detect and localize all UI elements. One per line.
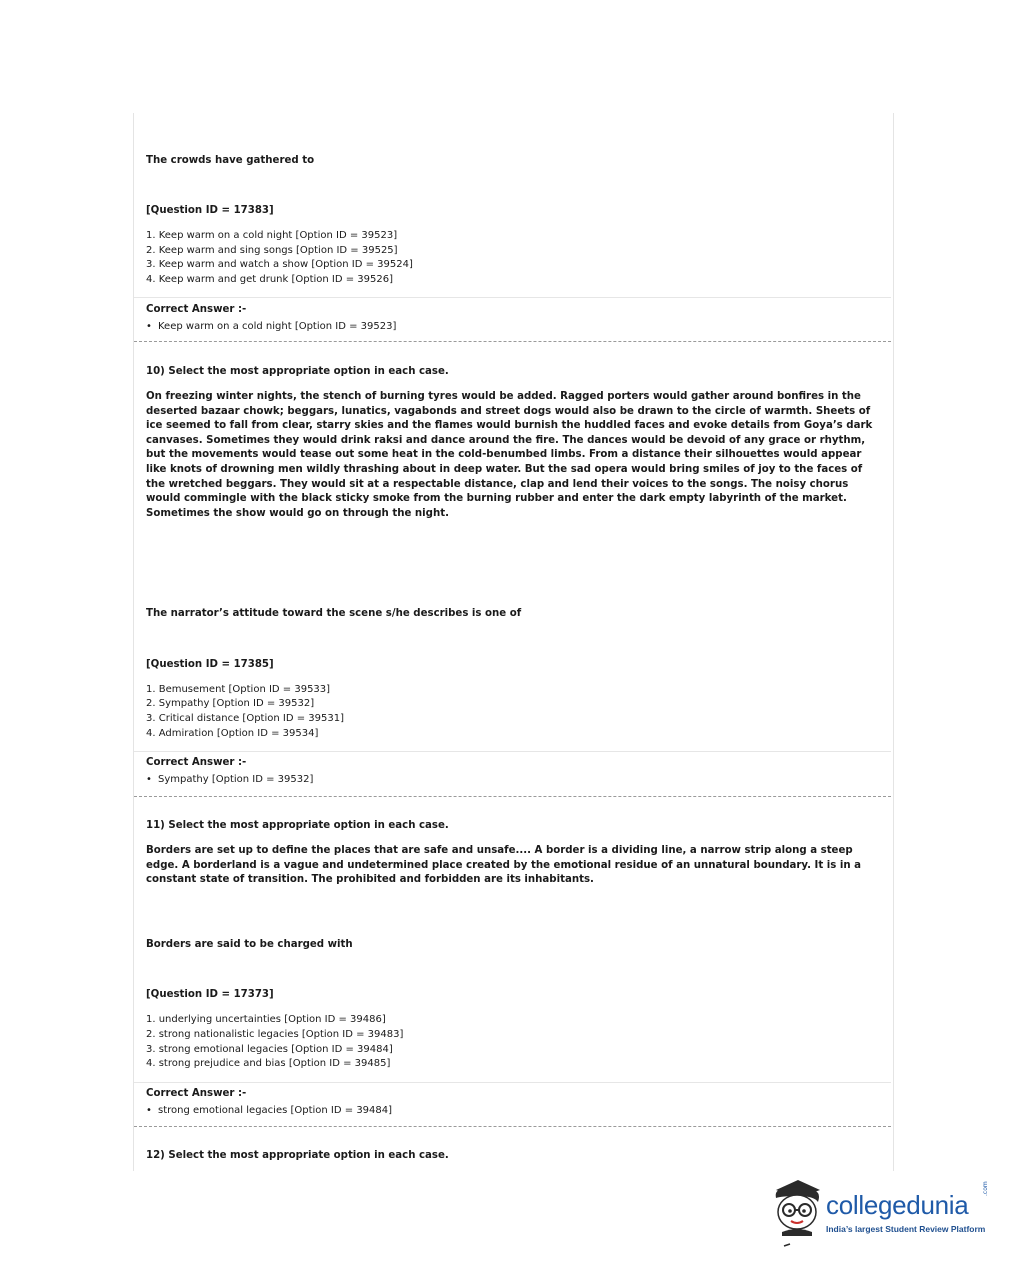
q11-answer-label: Correct Answer :- xyxy=(146,1088,247,1099)
q10-answer-text: Sympathy [Option ID = 39532] xyxy=(158,774,314,785)
q10-passage: On freezing winter nights, the stench of burning tyres would be added. Ragged porters would gather around bonfires in the deserted bazaar chowk; beggars, lunatics, vagabonds and street dogs would also be drawn to the circle of warmth. Sheets of ice seemed to fall from clear, starry skies and the flames would burnish the huddled faces and evoke details from Goya’s dark canvases. Sometimes they would drink raksi and dance around the fire. The dances would be devoid of any grace or rhythm, but the movements would tease out some heat in the cold-benumbed limbs. From a distance their silhouettes would appear like knots of drowning men wildly thrashing about in deep water. But the sad opera would bring smiles of joy to the faces of the wretched beggars. They would sit at a respectable distance, clap and lend their voices to the songs. The noisy chorus would commingle with the black sticky smoke from the burning rubber and enter the dark empty labyrinth of the market. Sometimes the show would go on through the night. xyxy=(146,391,873,519)
q10-question: The narrator’s attitude toward the scene s/he describes is one of xyxy=(146,608,522,619)
divider xyxy=(134,1082,891,1083)
divider xyxy=(134,751,891,752)
q10-correct-answer xyxy=(146,774,313,785)
logo-wordmark: collegedunia xyxy=(826,1190,969,1220)
bullet-icon: • xyxy=(146,774,152,785)
question-separator xyxy=(134,341,891,342)
q11-passage: Borders are set up to define the places that are safe and unsafe.... A border is a dividing line, a narrow strip along a steep edge. A borderland is a vague and undetermined place created by the emotional residue of an unnatural boundary. It is in a constant state of transition. The prohibited and forbidden are its inhabitants. xyxy=(146,845,862,886)
mascot-icon xyxy=(768,1176,828,1250)
q10-option-1: 1. Bemusement [Option ID = 39533] xyxy=(146,684,331,695)
q11-heading: 11) Select the most appropriate option in each case. xyxy=(146,820,449,831)
logo-tagline: India’s largest Student Review Platform xyxy=(826,1224,986,1234)
q10-question-id: [Question ID = 17385] xyxy=(146,659,274,670)
q11-option-2: 2. strong nationalistic legacies [Option ID = 39483] xyxy=(146,1029,404,1040)
q11-option-3: 3. strong emotional legacies [Option ID = 39484] xyxy=(146,1044,393,1055)
q9-question-id: [Question ID = 17383] xyxy=(146,205,274,216)
q11-option-4: 4. strong prejudice and bias [Option ID = 39485] xyxy=(146,1058,391,1069)
q9-answer-text: Keep warm on a cold night [Option ID = 39523] xyxy=(158,321,397,332)
collegedunia-logo xyxy=(768,1176,998,1250)
bullet-icon: • xyxy=(146,321,152,332)
q9-option-2: 2. Keep warm and sing songs [Option ID = 39525] xyxy=(146,245,398,256)
q10-answer-label: Correct Answer :- xyxy=(146,757,247,768)
q10-option-4: 4. Admiration [Option ID = 39534] xyxy=(146,728,319,739)
q9-option-1: 1. Keep warm on a cold night [Option ID = 39523] xyxy=(146,230,398,241)
divider xyxy=(134,297,891,298)
q9-option-3: 3. Keep warm and watch a show [Option ID = 39524] xyxy=(146,259,413,270)
q9-correct-answer xyxy=(146,321,396,332)
q10-option-3: 3. Critical distance [Option ID = 39531] xyxy=(146,713,344,724)
q10-option-2: 2. Sympathy [Option ID = 39532] xyxy=(146,698,315,709)
question-separator xyxy=(134,1126,891,1127)
bullet-icon: • xyxy=(146,1105,152,1116)
q10-heading: 10) Select the most appropriate option in each case. xyxy=(146,366,449,377)
q11-answer-text: strong emotional legacies [Option ID = 39484] xyxy=(158,1105,393,1116)
question-separator xyxy=(134,796,891,797)
q9-option-4: 4. Keep warm and get drunk [Option ID = 39526] xyxy=(146,274,394,285)
logo-suffix: .com xyxy=(982,1181,989,1196)
q9-answer-label: Correct Answer :- xyxy=(146,304,247,315)
q12-heading: 12) Select the most appropriate option in each case. xyxy=(146,1150,449,1161)
q11-question-id: [Question ID = 17373] xyxy=(146,989,274,1000)
q9-question: The crowds have gathered to xyxy=(146,155,315,166)
q11-question: Borders are said to be charged with xyxy=(146,939,353,950)
q11-correct-answer xyxy=(146,1105,392,1116)
q11-option-1: 1. underlying uncertainties [Option ID = 39486] xyxy=(146,1014,386,1025)
